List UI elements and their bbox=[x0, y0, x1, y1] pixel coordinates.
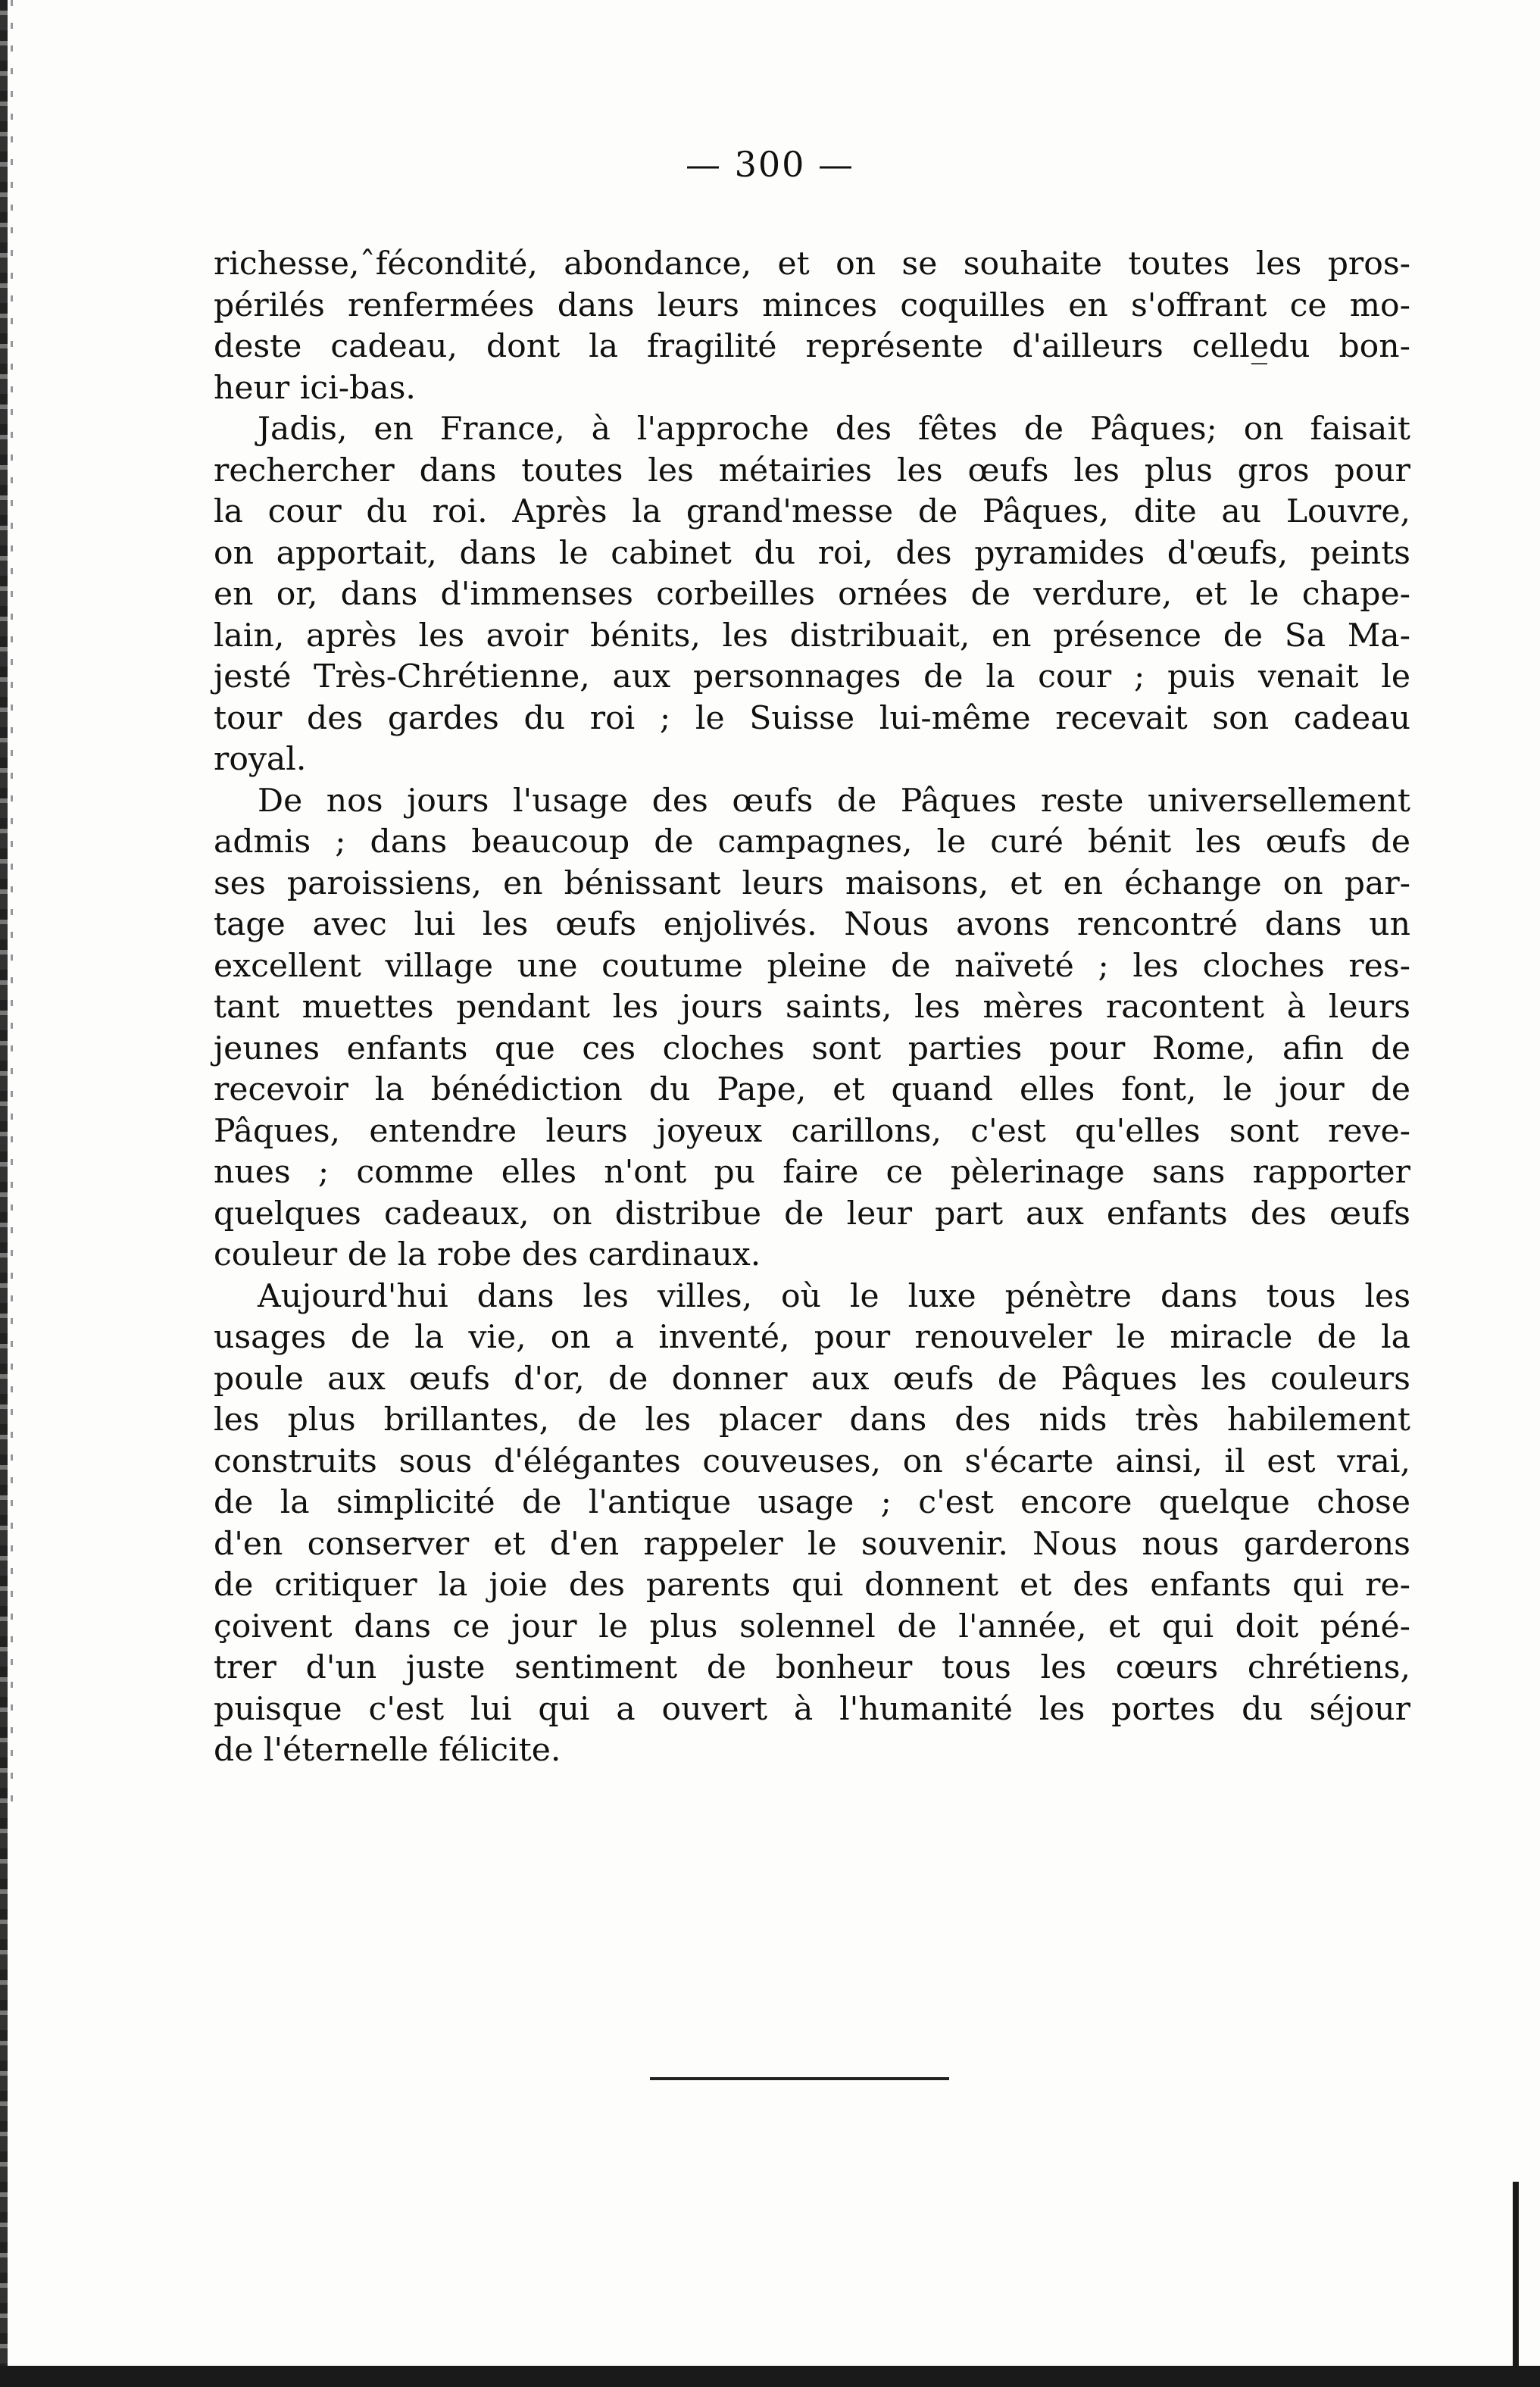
text-line: trer d'un juste sentiment de bonheur tous les cœurs chrétiens, bbox=[214, 1649, 1410, 1686]
text-line: royal. bbox=[214, 741, 307, 778]
text-line: poule aux œufs d'or, de donner aux œufs de Pâques les couleurs bbox=[214, 1360, 1410, 1398]
text-line: tant muettes pendant les jours saints, les mères racontent à leurs bbox=[214, 989, 1410, 1026]
text-line: De nos jours l'usage des œufs de Pâques reste universellement bbox=[258, 782, 1410, 820]
text-line: on apportait, dans le cabinet du roi, des pyramides d'œufs, peints bbox=[214, 534, 1410, 572]
text-line: puisque c'est lui qui a ouvert à l'humanité les portes du séjour bbox=[214, 1690, 1410, 1728]
text-line: çoivent dans ce jour le plus solennel de l'année, et qui doit péné- bbox=[214, 1607, 1410, 1645]
paragraph bbox=[214, 1276, 1410, 1772]
text-line: jesté Très-Chrétienne, aux personnages de la cour ; puis venait le bbox=[214, 658, 1410, 695]
text-line: périlés renfermées dans leurs minces coquilles en s'offrant ce mo- bbox=[214, 286, 1410, 324]
text-line: Jadis, en France, à l'approche des fêtes de Pâques; on faisait bbox=[258, 411, 1410, 448]
body-text bbox=[214, 244, 1410, 1772]
text-line: tour des gardes du roi ; le Suisse lui-même recevait son cadeau bbox=[214, 699, 1410, 737]
text-line: deste cadeau, dont la fragilité représente d'ailleurs celle̲du bon- bbox=[214, 328, 1410, 365]
text-line: de critiquer la joie des parents qui donnent et des enfants qui re- bbox=[214, 1567, 1410, 1604]
text-line: d'en conserver et d'en rappeler le souvenir. Nous nous garderons bbox=[214, 1525, 1410, 1563]
page-number: — 300 — bbox=[685, 144, 855, 185]
paragraph bbox=[214, 244, 1410, 409]
text-line: Pâques, entendre leurs joyeux carillons, c'est qu'elles sont reve- bbox=[214, 1112, 1410, 1150]
text-line: nues ; comme elles n'ont pu faire ce pèlerinage sans rapporter bbox=[214, 1154, 1410, 1191]
binding-shadow-left bbox=[11, 0, 13, 1818]
text-line: admis ; dans beaucoup de campagnes, le curé bénit les œufs de bbox=[214, 823, 1410, 861]
text-line: ses paroissiens, en bénissant leurs maisons, et en échange on par- bbox=[214, 864, 1410, 902]
text-line: quelques cadeaux, on distribue de leur part aux enfants des œufs bbox=[214, 1195, 1410, 1233]
text-line: rechercher dans toutes les métairies les œufs les plus gros pour bbox=[214, 451, 1410, 489]
text-line: lain, après les avoir bénits, les distribuait, en présence de Sa Ma- bbox=[214, 617, 1410, 655]
text-line: Aujourd'hui dans les villes, où le luxe pénètre dans tous les bbox=[258, 1277, 1410, 1315]
text-line: les plus brillantes, de les placer dans des nids très habilement bbox=[214, 1401, 1410, 1439]
text-line: richesse,ˆfécondité, abondance, et on se souhaite toutes les pros- bbox=[214, 245, 1410, 283]
page-right-edge bbox=[1513, 2182, 1519, 2366]
text-line: construits sous d'élégantes couveuses, on s'écarte ainsi, il est vrai, bbox=[214, 1442, 1410, 1480]
text-line: excellent village une coutume pleine de naïveté ; les cloches res- bbox=[214, 947, 1410, 985]
paragraph bbox=[214, 409, 1410, 781]
text-line: heur ici-bas. bbox=[214, 369, 416, 407]
page-bottom-edge bbox=[0, 2366, 1540, 2387]
end-rule bbox=[650, 2077, 949, 2080]
text-line: en or, dans d'immenses corbeilles ornées de verdure, et le chape- bbox=[214, 576, 1410, 613]
text-line: usages de la vie, on a inventé, pour renouveler le miracle de la bbox=[214, 1319, 1410, 1356]
text-line: la cour du roi. Après la grand'messe de Pâques, dite au Louvre, bbox=[214, 493, 1410, 530]
text-line: couleur de la robe des cardinaux. bbox=[214, 1236, 761, 1273]
paragraph bbox=[214, 781, 1410, 1276]
text-line: tage avec lui les œufs enjolivés. Nous avons rencontré dans un bbox=[214, 906, 1410, 943]
text-line: recevoir la bénédiction du Pape, et quand elles font, le jour de bbox=[214, 1071, 1410, 1108]
text-line: jeunes enfants que ces cloches sont parties pour Rome, afin de bbox=[214, 1029, 1410, 1067]
text-line: de l'éternelle félicite. bbox=[214, 1732, 561, 1769]
text-line: de la simplicité de l'antique usage ; c'est encore quelque chose bbox=[214, 1484, 1410, 1521]
binding-edge-left bbox=[0, 0, 8, 2387]
